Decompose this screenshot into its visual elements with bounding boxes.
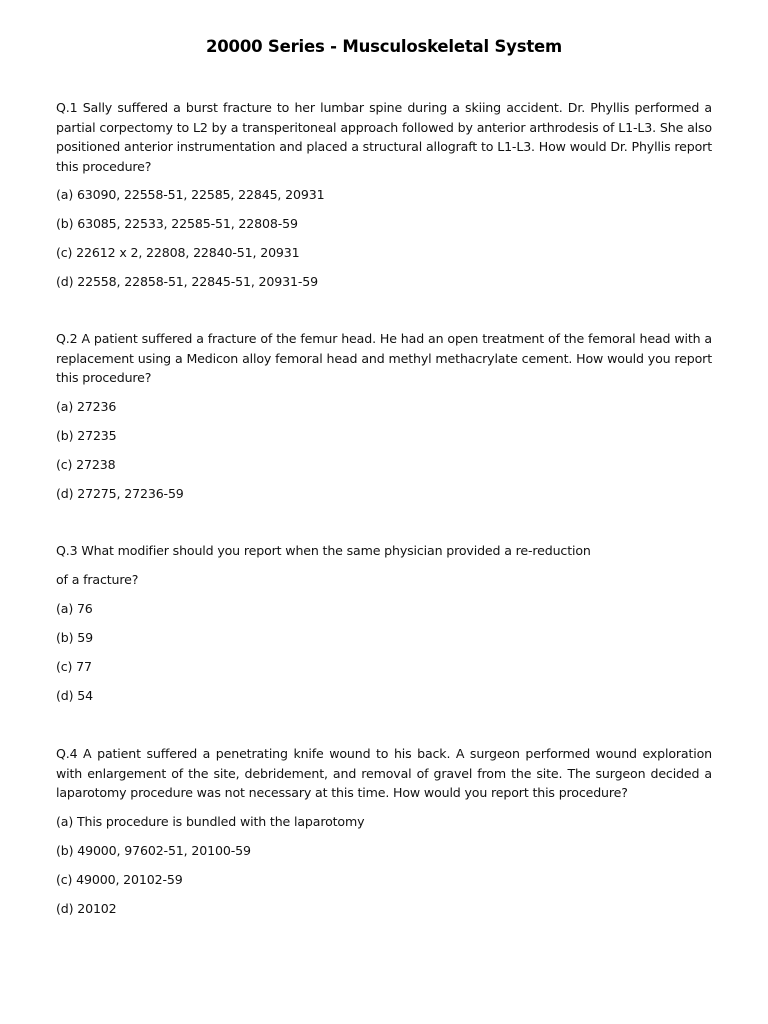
question-stem: Q.2 A patient suffered a fracture of the femur head. He had an open treatment of the femoral head with a replacement using a Medicon alloy femoral head and methyl methacrylate cement. How would you report this procedure? — [56, 331, 712, 385]
answer-option-b: (b) 49000, 97602-51, 20100-59 — [56, 843, 251, 858]
answer-option-d: (d) 54 — [56, 688, 93, 703]
page-title: 20000 Series - Musculoskeletal System — [205, 37, 562, 56]
question-stem: Q.1 Sally suffered a burst fracture to her lumbar spine during a skiing accident. Dr. Phyllis performed a partial corpectomy to L2 by a transperitoneal approach followed by anterior arthrodesis of L1-L3. She also positioned anterior instrumentation and placed a structural allograft to L1-L3. How would Dr. Phyllis report this procedure? — [56, 100, 712, 174]
answer-option-a: (a) 76 — [56, 601, 93, 616]
answer-option-b: (b) 27235 — [56, 428, 117, 443]
answer-option-b: (b) 63085, 22533, 22585-51, 22808-59 — [56, 216, 298, 231]
question-3 — [56, 541, 712, 703]
question-2 — [56, 329, 712, 501]
answer-option-d: (d) 27275, 27236-59 — [56, 486, 184, 501]
answer-option-c: (c) 49000, 20102-59 — [56, 872, 183, 887]
answer-option-b: (b) 59 — [56, 630, 93, 645]
answer-option-d: (d) 20102 — [56, 901, 117, 916]
question-stem-line-2: of a fracture? — [56, 572, 139, 587]
answer-option-c: (c) 22612 x 2, 22808, 22840-51, 20931 — [56, 245, 300, 260]
question-1 — [56, 98, 712, 289]
answer-option-a: (a) This procedure is bundled with the laparotomy — [56, 814, 365, 829]
answer-option-c: (c) 77 — [56, 659, 92, 674]
question-stem: Q.4 A patient suffered a penetrating knife wound to his back. A surgeon performed wound exploration with enlargement of the site, debridement, and removal of gravel from the site. The surgeon decided a laparotomy procedure was not necessary at this time. How would you report this procedure? — [56, 746, 712, 800]
answer-option-a: (a) 27236 — [56, 399, 117, 414]
answer-option-c: (c) 27238 — [56, 457, 116, 472]
answer-option-d: (d) 22558, 22858-51, 22845-51, 20931-59 — [56, 274, 318, 289]
question-4 — [56, 744, 712, 916]
question-stem-line-1: Q.3 What modifier should you report when the same physician provided a re-reduction — [56, 543, 591, 558]
answer-option-a: (a) 63090, 22558-51, 22585, 22845, 20931 — [56, 187, 325, 202]
